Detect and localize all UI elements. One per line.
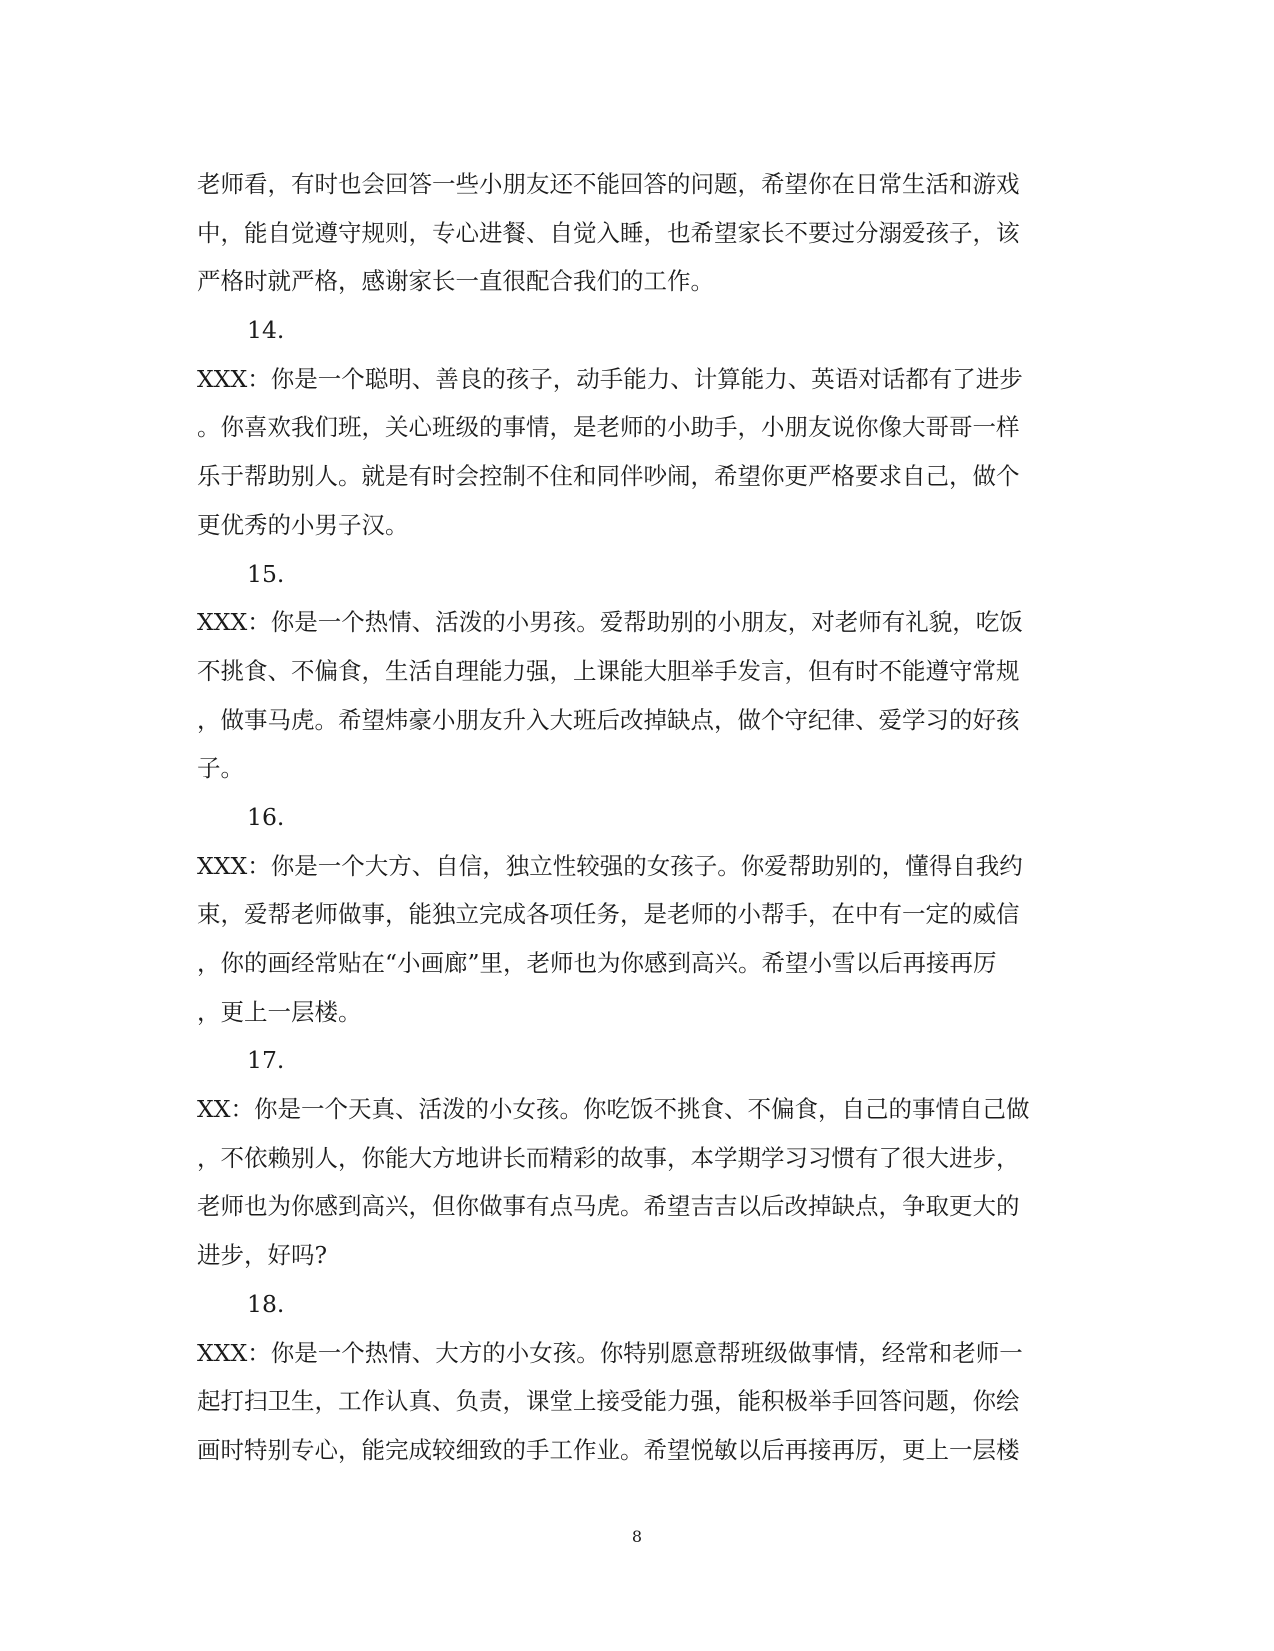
text-line: 更优秀的小男子汉。 <box>197 510 409 539</box>
text-line: 严格时就严格，感谢家长一直很配合我们的工作。 <box>197 267 714 296</box>
text-line: 乐于帮助别人。就是有时会控制不住和同伴吵闹，希望你更严格要求自己，做个 <box>197 462 1020 491</box>
text-line: 进步，好吗? <box>197 1241 328 1270</box>
text-line: XXX：你是一个热情、大方的小女孩。你特别愿意帮班级做事情，经常和老师一 <box>197 1338 1023 1367</box>
entry-number: 15. <box>247 559 285 588</box>
entry-number: 16. <box>247 802 285 831</box>
text-line: 起打扫卫生，工作认真、负责，课堂上接受能力强，能积极举手回答问题，你绘 <box>197 1387 1020 1416</box>
text-line: 。你喜欢我们班，关心班级的事情，是老师的小助手，小朋友说你像大哥哥一样 <box>197 413 1020 442</box>
text-line: 画时特别专心，能完成较细致的手工作业。希望悦敏以后再接再厉，更上一层楼 <box>197 1435 1020 1464</box>
document-body <box>197 160 1077 1475</box>
entry-number: 18. <box>247 1289 285 1318</box>
text-line: ，做事马虎。希望炜豪小朋友升入大班后改掉缺点，做个守纪律、爱学习的好孩 <box>197 705 1020 734</box>
entry-number: 17. <box>247 1046 285 1075</box>
text-line: 不挑食、不偏食，生活自理能力强，上课能大胆举手发言，但有时不能遵守常规 <box>197 656 1020 685</box>
text-line: 子。 <box>197 754 244 783</box>
text-line: XXX：你是一个热情、活泼的小男孩。爱帮助别的小朋友，对老师有礼貌，吃饭 <box>197 608 1023 637</box>
text-line: ，不依赖别人，你能大方地讲长而精彩的故事，本学期学习习惯有了很大进步， <box>197 1143 1020 1172</box>
text-line: 中，能自觉遵守规则，专心进餐、自觉入睡，也希望家长不要过分溺爱孩子，该 <box>197 218 1020 247</box>
text-line: XXX：你是一个大方、自信，独立性较强的女孩子。你爱帮助别的，懂得自我约 <box>197 851 1023 880</box>
text-line: ，更上一层楼。 <box>197 997 362 1026</box>
text-line: XXX：你是一个聪明、善良的孩子，动手能力、计算能力、英语对话都有了进步 <box>197 364 1023 393</box>
text-line: XX：你是一个天真、活泼的小女孩。你吃饭不挑食、不偏食，自己的事情自己做 <box>197 1095 1030 1124</box>
entry-number: 14. <box>247 316 285 345</box>
text-line: 老师也为你感到高兴，但你做事有点马虎。希望吉吉以后改掉缺点，争取更大的 <box>197 1192 1020 1221</box>
text-line: 束，爱帮老师做事，能独立完成各项任务，是老师的小帮手，在中有一定的威信 <box>197 900 1020 929</box>
page-number: 8 <box>631 1527 643 1546</box>
text-line: ，你的画经常贴在“小画廊”里，老师也为你感到高兴。希望小雪以后再接再厉 <box>197 949 997 977</box>
text-line: 老师看，有时也会回答一些小朋友还不能回答的问题，希望你在日常生活和游戏 <box>197 170 1020 198</box>
